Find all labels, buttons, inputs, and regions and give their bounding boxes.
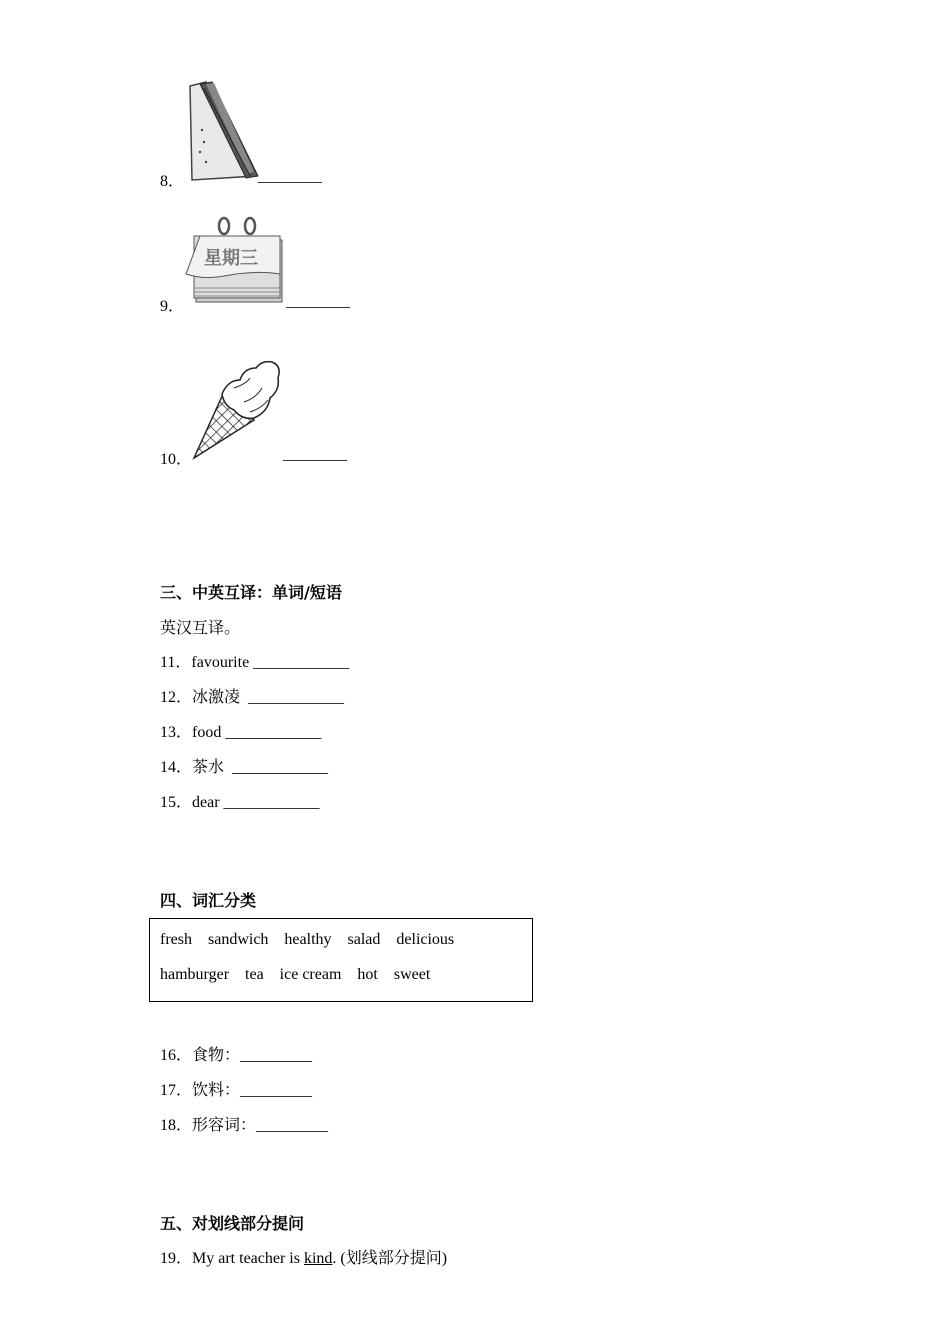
question-13 [160, 719, 321, 742]
word-delicious: delicious [396, 931, 455, 948]
question-14 [160, 754, 328, 777]
answer-blank[interactable]: ____________ [225, 724, 322, 741]
question-number: 15． [160, 794, 193, 811]
question-number: 17． [160, 1082, 193, 1099]
answer-blank[interactable]: ____________ [248, 689, 345, 706]
question-number: 19． [160, 1250, 193, 1267]
question-number: 11． [160, 654, 192, 671]
question-10-blank[interactable]: ________ [283, 446, 347, 463]
question-number: 14． [160, 759, 193, 776]
question-9-number: 9． [160, 298, 185, 315]
question-8-number: 8． [160, 173, 185, 190]
word-hamburger: hamburger [160, 966, 230, 983]
word-hot: hot [357, 966, 378, 983]
question-number: 16． [160, 1047, 193, 1064]
word-sweet: sweet [393, 966, 431, 983]
question-text: favourite [191, 654, 250, 671]
question-18 [160, 1112, 328, 1135]
question-text: 食物： [192, 1047, 241, 1064]
word-bank-row-1 [160, 931, 466, 949]
answer-blank[interactable]: _________ [256, 1117, 329, 1134]
word-bank-row-2 [160, 966, 442, 984]
question-text: 饮料： [192, 1082, 241, 1099]
question-12 [160, 684, 344, 707]
calendar-text: 星期三 [204, 248, 258, 269]
question-text: dear [192, 794, 220, 811]
question-11 [160, 649, 349, 672]
word-salad: salad [347, 931, 381, 948]
question-number: 18． [160, 1117, 193, 1134]
sandwich-image [184, 80, 262, 184]
question-text: 茶水 [192, 759, 225, 776]
underlined-word: kind [303, 1250, 333, 1267]
question-8-blank[interactable]: ________ [258, 168, 322, 185]
word-bank-box [149, 918, 533, 1002]
question-19 [160, 1245, 447, 1268]
word-tea: tea [245, 966, 264, 983]
question-text: 形容词： [192, 1117, 257, 1134]
section-3-title: 三、中英互译：单词/短语 [160, 583, 342, 602]
answer-blank[interactable]: _________ [240, 1047, 313, 1064]
section-3-instruction: 英汉互译。 [160, 620, 241, 637]
question-number: 12． [160, 689, 193, 706]
ice-cream-image [188, 358, 284, 462]
question-text-after: . (划线部分提问) [332, 1250, 448, 1267]
question-17 [160, 1077, 312, 1100]
answer-blank[interactable]: ____________ [223, 794, 320, 811]
section-4-title: 四、词汇分类 [160, 891, 257, 910]
word-ice-cream: ice cream [279, 966, 342, 983]
question-10-number: 10． [160, 451, 193, 468]
word-sandwich: sandwich [207, 931, 269, 948]
question-16 [160, 1042, 312, 1065]
answer-blank[interactable]: _________ [240, 1082, 313, 1099]
question-text: 冰激凌 [192, 689, 241, 706]
calendar-image [184, 214, 288, 306]
question-15 [160, 789, 320, 812]
word-fresh: fresh [160, 931, 192, 948]
answer-blank[interactable]: ____________ [232, 759, 329, 776]
word-healthy: healthy [284, 931, 332, 948]
question-number: 13． [160, 724, 193, 741]
answer-blank[interactable]: ____________ [253, 654, 350, 671]
section-5-title: 五、对划线部分提问 [160, 1214, 305, 1233]
question-text-before: My art teacher is [192, 1250, 304, 1267]
question-text: food [192, 724, 222, 741]
question-9-blank[interactable]: ________ [286, 293, 350, 310]
